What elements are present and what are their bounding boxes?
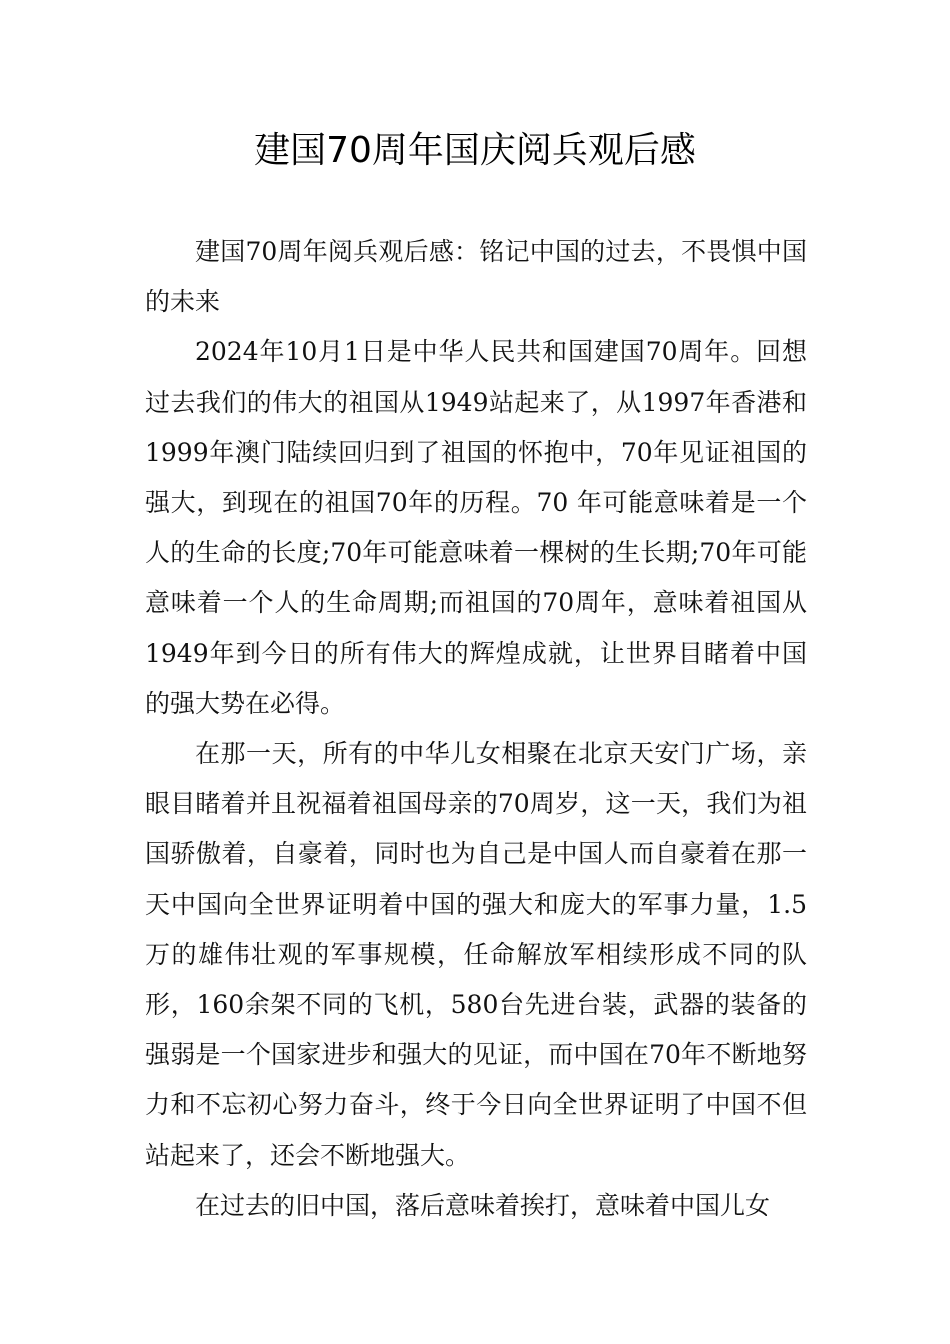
document-title: 建国70周年国庆阅兵观后感: [254, 130, 696, 171]
paragraph-subtitle: 建国70周年阅兵观后感：铭记中国的过去，不畏惧中国的未来: [145, 237, 807, 317]
document-body: [145, 227, 807, 1231]
paragraph-old-china: 在过去的旧中国，落后意味着挨打，意味着中国儿女: [195, 1190, 771, 1220]
paragraph-anniversary: 2024年10月1日是中华人民共和国建国70周年。回想过去我们的伟大的祖国从1949站起来了，从1997年香港和1999年澳门陆续回归到了祖国的怀抱中，70年见证祖国的强大，到现在的祖国70年的历程。70 年可能意味着是一个人的生命的长度;70年可能意味着一棵树的生长期;70年可能意味着一个人的生命周期;而祖国的70周年，意味着祖国从1949年到今日的所有伟大的辉煌成就，让世界目睹着中国的强大势在必得。: [145, 337, 807, 718]
paragraph-parade: 在那一天，所有的中华儿女相聚在北京天安门广场，亲眼目睹着并且祝福着祖国母亲的70周岁，这一天，我们为祖国骄傲着，自豪着，同时也为自己是中国人而自豪着在那一天中国向全世界证明着中国的强大和庞大的军事力量，1.5万的雄伟壮观的军事规模，任命解放军相续形成不同的队形，160余架不同的飞机，580台先进台装，武器的装备的强弱是一个国家进步和强大的见证，而中国在70年不断地努力和不忘初心努力奋斗，终于今日向全世界证明了中国不但站起来了，还会不断地强大。: [145, 739, 807, 1170]
